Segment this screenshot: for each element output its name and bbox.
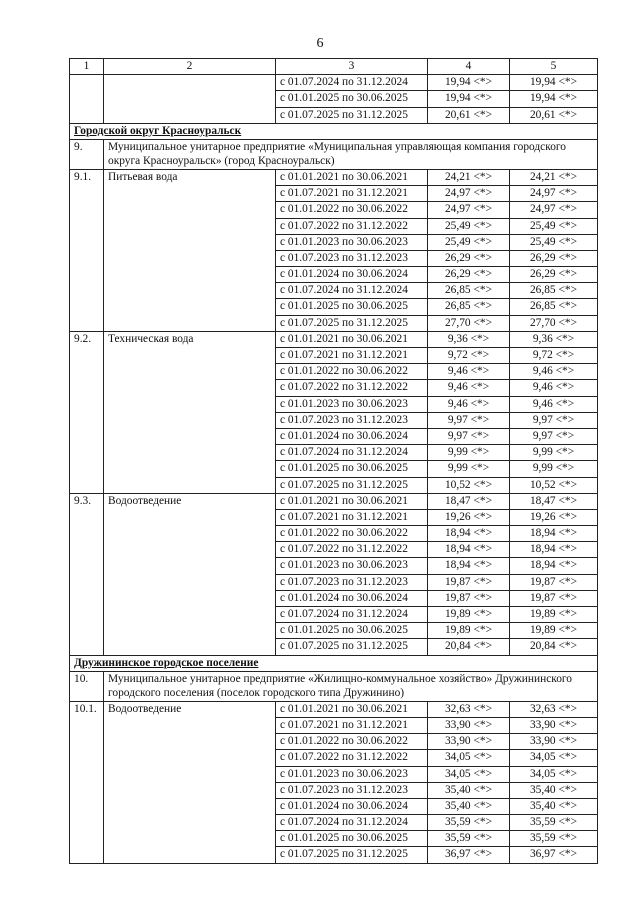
value-col5-cell: 34,05 <*> <box>510 750 598 766</box>
value-col5-cell: 9,36 <*> <box>510 331 598 347</box>
service-name: Техническая вода <box>104 331 276 493</box>
organization-name: Муниципальное унитарное предприятие «Муниципальная управляющая компания городского округа Красноуральск» (город Красноуральск) <box>104 139 598 169</box>
period-cell: с 01.07.2025 по 31.12.2025 <box>276 107 428 123</box>
value-col4-cell: 26,85 <*> <box>428 283 510 299</box>
tariff-row <box>70 701 598 717</box>
period-cell: с 01.01.2021 по 30.06.2021 <box>276 169 428 185</box>
value-col4-cell: 25,49 <*> <box>428 218 510 234</box>
period-cell: с 01.01.2022 по 30.06.2022 <box>276 364 428 380</box>
value-col4-cell: 35,59 <*> <box>428 815 510 831</box>
period-cell: с 01.07.2025 по 31.12.2025 <box>276 477 428 493</box>
value-col4-cell: 33,90 <*> <box>428 717 510 733</box>
period-cell: с 01.07.2023 по 31.12.2023 <box>276 412 428 428</box>
service-name: Водоотведение <box>104 493 276 655</box>
value-col5-cell: 35,59 <*> <box>510 815 598 831</box>
value-col4-cell: 19,89 <*> <box>428 607 510 623</box>
period-cell: с 01.07.2022 по 31.12.2022 <box>276 750 428 766</box>
tariff-row <box>70 331 598 347</box>
value-col5-cell: 18,47 <*> <box>510 493 598 509</box>
value-col5-cell: 9,97 <*> <box>510 428 598 444</box>
tariff-row <box>70 75 598 91</box>
value-col5-cell: 33,90 <*> <box>510 734 598 750</box>
service-number: 9.2. <box>70 331 104 493</box>
service-number: 9.1. <box>70 169 104 331</box>
service-name: Питьевая вода <box>104 169 276 331</box>
period-cell: с 01.07.2024 по 31.12.2024 <box>276 607 428 623</box>
period-cell: с 01.07.2022 по 31.12.2022 <box>276 218 428 234</box>
value-col5-cell: 26,29 <*> <box>510 250 598 266</box>
value-col5-cell: 19,94 <*> <box>510 75 598 91</box>
value-col4-cell: 35,40 <*> <box>428 782 510 798</box>
period-cell: с 01.01.2023 по 30.06.2023 <box>276 766 428 782</box>
value-col5-cell: 25,49 <*> <box>510 234 598 250</box>
period-cell: с 01.01.2025 по 30.06.2025 <box>276 623 428 639</box>
value-col4-cell: 27,70 <*> <box>428 315 510 331</box>
value-col4-cell: 34,05 <*> <box>428 750 510 766</box>
value-col5-cell: 24,97 <*> <box>510 186 598 202</box>
period-cell: с 01.07.2021 по 31.12.2021 <box>276 717 428 733</box>
value-col5-cell: 27,70 <*> <box>510 315 598 331</box>
section-title: Дружининское городское поселение <box>70 655 598 671</box>
value-col4-cell: 9,46 <*> <box>428 364 510 380</box>
value-col5-cell: 26,29 <*> <box>510 267 598 283</box>
service-name: Водоотведение <box>104 701 276 863</box>
value-col4-cell: 9,72 <*> <box>428 348 510 364</box>
value-col4-cell: 20,61 <*> <box>428 107 510 123</box>
value-col5-cell: 19,89 <*> <box>510 607 598 623</box>
period-cell: с 01.01.2023 по 30.06.2023 <box>276 234 428 250</box>
page-number: 6 <box>316 36 324 51</box>
period-cell: с 01.01.2021 по 30.06.2021 <box>276 701 428 717</box>
item-name-cell <box>104 75 276 124</box>
value-col5-cell: 19,89 <*> <box>510 623 598 639</box>
value-col5-cell: 9,99 <*> <box>510 461 598 477</box>
value-col5-cell: 19,87 <*> <box>510 590 598 606</box>
period-cell: с 01.07.2022 по 31.12.2022 <box>276 542 428 558</box>
value-col5-cell: 24,97 <*> <box>510 202 598 218</box>
header-cell: 3 <box>276 59 428 75</box>
value-col5-cell: 19,26 <*> <box>510 509 598 525</box>
period-cell: с 01.07.2025 по 31.12.2025 <box>276 847 428 863</box>
value-col5-cell: 9,46 <*> <box>510 380 598 396</box>
value-col5-cell: 20,61 <*> <box>510 107 598 123</box>
value-col5-cell: 18,94 <*> <box>510 526 598 542</box>
value-col4-cell: 9,36 <*> <box>428 331 510 347</box>
value-col5-cell: 26,85 <*> <box>510 299 598 315</box>
value-col5-cell: 25,49 <*> <box>510 218 598 234</box>
value-col4-cell: 24,97 <*> <box>428 202 510 218</box>
value-col5-cell: 35,59 <*> <box>510 831 598 847</box>
period-cell: с 01.01.2022 по 30.06.2022 <box>276 734 428 750</box>
value-col4-cell: 19,94 <*> <box>428 75 510 91</box>
value-col4-cell: 9,46 <*> <box>428 380 510 396</box>
value-col4-cell: 9,99 <*> <box>428 461 510 477</box>
value-col4-cell: 34,05 <*> <box>428 766 510 782</box>
value-col4-cell: 10,52 <*> <box>428 477 510 493</box>
period-cell: с 01.07.2024 по 31.12.2024 <box>276 815 428 831</box>
value-col5-cell: 32,63 <*> <box>510 701 598 717</box>
value-col5-cell: 9,46 <*> <box>510 396 598 412</box>
value-col4-cell: 24,97 <*> <box>428 186 510 202</box>
service-number: 10.1. <box>70 701 104 863</box>
section-heading-row <box>70 655 598 671</box>
header-cell: 1 <box>70 59 104 75</box>
organization-row <box>70 139 598 169</box>
value-col5-cell: 9,46 <*> <box>510 364 598 380</box>
period-cell: с 01.07.2025 по 31.12.2025 <box>276 639 428 655</box>
period-cell: с 01.01.2024 по 30.06.2024 <box>276 267 428 283</box>
period-cell: с 01.07.2021 по 31.12.2021 <box>276 509 428 525</box>
service-number: 9.3. <box>70 493 104 655</box>
header-cell: 5 <box>510 59 598 75</box>
value-col4-cell: 32,63 <*> <box>428 701 510 717</box>
period-cell: с 01.07.2024 по 31.12.2024 <box>276 75 428 91</box>
period-cell: с 01.07.2021 по 31.12.2021 <box>276 186 428 202</box>
value-col4-cell: 33,90 <*> <box>428 734 510 750</box>
period-cell: с 01.07.2022 по 31.12.2022 <box>276 380 428 396</box>
value-col5-cell: 18,94 <*> <box>510 558 598 574</box>
value-col4-cell: 18,94 <*> <box>428 526 510 542</box>
section-heading-row <box>70 123 598 139</box>
organization-number: 10. <box>70 671 104 701</box>
period-cell: с 01.01.2024 по 30.06.2024 <box>276 590 428 606</box>
tariff-row <box>70 169 598 185</box>
period-cell: с 01.07.2023 по 31.12.2023 <box>276 782 428 798</box>
period-cell: с 01.01.2022 по 30.06.2022 <box>276 202 428 218</box>
period-cell: с 01.01.2025 по 30.06.2025 <box>276 299 428 315</box>
period-cell: с 01.01.2021 по 30.06.2021 <box>276 493 428 509</box>
tariff-row <box>70 493 598 509</box>
value-col5-cell: 24,21 <*> <box>510 169 598 185</box>
value-col4-cell: 26,85 <*> <box>428 299 510 315</box>
value-col4-cell: 18,47 <*> <box>428 493 510 509</box>
value-col5-cell: 19,94 <*> <box>510 91 598 107</box>
value-col4-cell: 26,29 <*> <box>428 267 510 283</box>
value-col5-cell: 20,84 <*> <box>510 639 598 655</box>
value-col5-cell: 10,52 <*> <box>510 477 598 493</box>
value-col5-cell: 26,85 <*> <box>510 283 598 299</box>
section-title: Городской округ Красноуральск <box>70 123 598 139</box>
period-cell: с 01.07.2024 по 31.12.2024 <box>276 445 428 461</box>
value-col4-cell: 35,59 <*> <box>428 831 510 847</box>
period-cell: с 01.07.2021 по 31.12.2021 <box>276 348 428 364</box>
value-col4-cell: 19,87 <*> <box>428 574 510 590</box>
header-cell: 2 <box>104 59 276 75</box>
period-cell: с 01.07.2023 по 31.12.2023 <box>276 250 428 266</box>
value-col4-cell: 19,26 <*> <box>428 509 510 525</box>
value-col5-cell: 9,72 <*> <box>510 348 598 364</box>
value-col4-cell: 26,29 <*> <box>428 250 510 266</box>
value-col4-cell: 36,97 <*> <box>428 847 510 863</box>
value-col4-cell: 9,46 <*> <box>428 396 510 412</box>
value-col4-cell: 9,97 <*> <box>428 428 510 444</box>
organization-number: 9. <box>70 139 104 169</box>
value-col5-cell: 34,05 <*> <box>510 766 598 782</box>
value-col4-cell: 18,94 <*> <box>428 558 510 574</box>
value-col4-cell: 24,21 <*> <box>428 169 510 185</box>
item-number-cell <box>70 75 104 124</box>
value-col4-cell: 9,97 <*> <box>428 412 510 428</box>
value-col4-cell: 9,99 <*> <box>428 445 510 461</box>
period-cell: с 01.01.2025 по 30.06.2025 <box>276 91 428 107</box>
period-cell: с 01.07.2023 по 31.12.2023 <box>276 574 428 590</box>
period-cell: с 01.01.2024 по 30.06.2024 <box>276 428 428 444</box>
value-col5-cell: 18,94 <*> <box>510 542 598 558</box>
period-cell: с 01.01.2023 по 30.06.2023 <box>276 396 428 412</box>
period-cell: с 01.01.2021 по 30.06.2021 <box>276 331 428 347</box>
period-cell: с 01.07.2025 по 31.12.2025 <box>276 315 428 331</box>
period-cell: с 01.01.2022 по 30.06.2022 <box>276 526 428 542</box>
value-col5-cell: 36,97 <*> <box>510 847 598 863</box>
value-col4-cell: 20,84 <*> <box>428 639 510 655</box>
value-col4-cell: 19,89 <*> <box>428 623 510 639</box>
period-cell: с 01.07.2024 по 31.12.2024 <box>276 283 428 299</box>
organization-row <box>70 671 598 701</box>
value-col5-cell: 35,40 <*> <box>510 798 598 814</box>
value-col5-cell: 35,40 <*> <box>510 782 598 798</box>
value-col5-cell: 33,90 <*> <box>510 717 598 733</box>
header-row <box>70 59 598 75</box>
value-col4-cell: 35,40 <*> <box>428 798 510 814</box>
value-col4-cell: 25,49 <*> <box>428 234 510 250</box>
tariff-table <box>69 58 598 864</box>
value-col4-cell: 19,94 <*> <box>428 91 510 107</box>
value-col4-cell: 18,94 <*> <box>428 542 510 558</box>
header-cell: 4 <box>428 59 510 75</box>
value-col5-cell: 9,97 <*> <box>510 412 598 428</box>
period-cell: с 01.01.2024 по 30.06.2024 <box>276 798 428 814</box>
value-col5-cell: 19,87 <*> <box>510 574 598 590</box>
value-col5-cell: 9,99 <*> <box>510 445 598 461</box>
period-cell: с 01.01.2023 по 30.06.2023 <box>276 558 428 574</box>
organization-name: Муниципальное унитарное предприятие «Жилищно-коммунальное хозяйство» Дружининского городского поселения (поселок городского типа Дружинино) <box>104 671 598 701</box>
period-cell: с 01.01.2025 по 30.06.2025 <box>276 831 428 847</box>
period-cell: с 01.01.2025 по 30.06.2025 <box>276 461 428 477</box>
value-col4-cell: 19,87 <*> <box>428 590 510 606</box>
